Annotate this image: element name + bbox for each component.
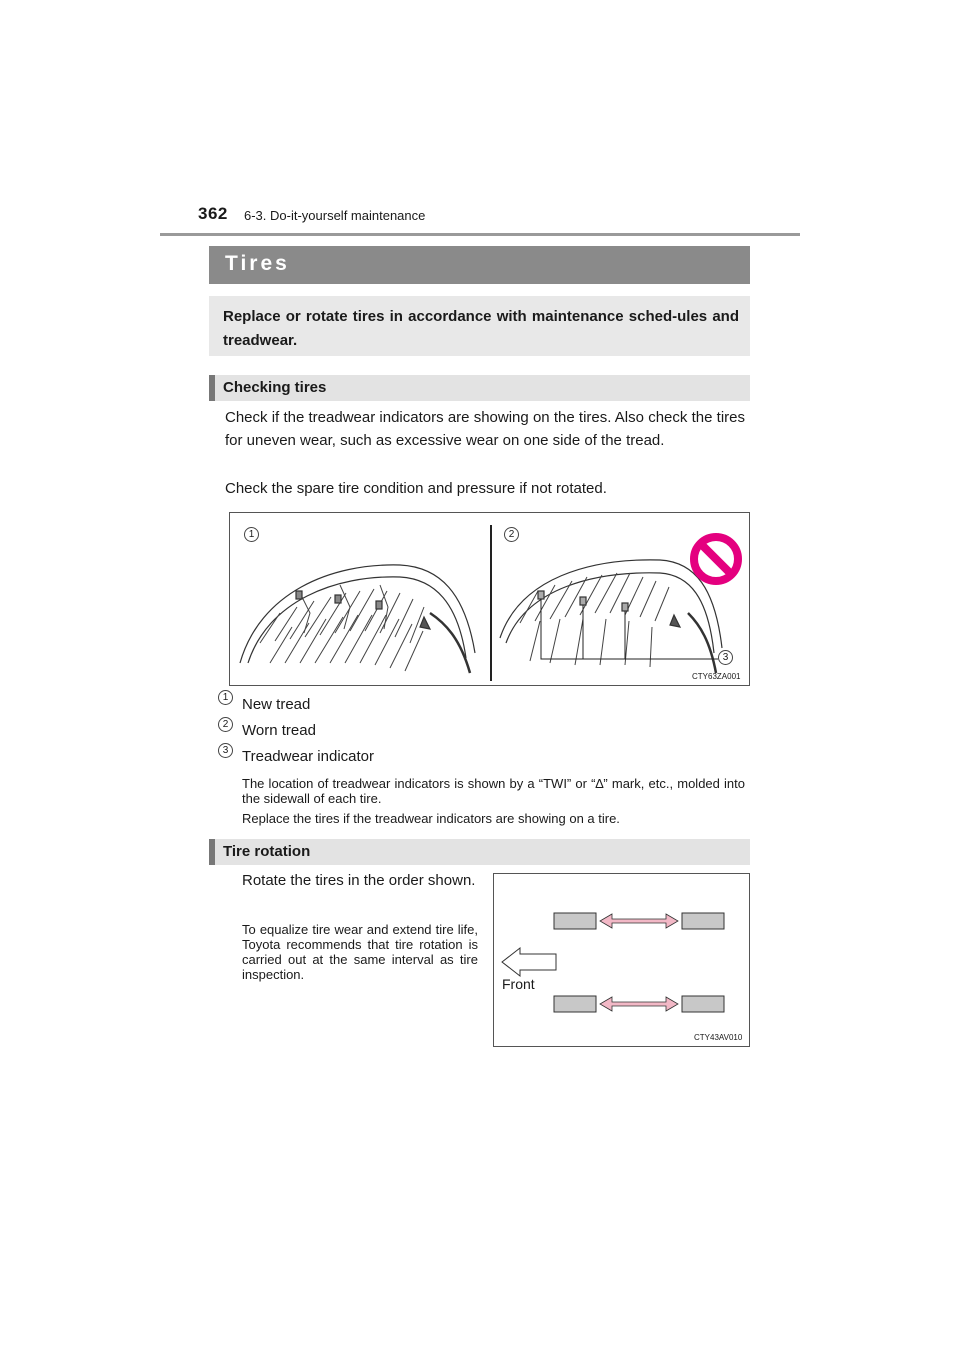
tire-rear-left	[554, 996, 596, 1012]
heading-marker	[209, 839, 215, 865]
page-title: Tires	[225, 252, 290, 275]
list-badge-2: 2	[218, 717, 233, 732]
header-divider	[160, 233, 800, 236]
tire-rotation-heading	[209, 839, 750, 865]
figure-code: CTY43AV010	[694, 1033, 743, 1042]
rotation-figure	[493, 873, 750, 1047]
list-badge-3: 3	[218, 743, 233, 758]
intro-text: Replace or rotate tires in accordance with maintenance sched-ules and treadwear.	[223, 308, 739, 349]
rotation-arrow-rear	[600, 997, 678, 1011]
prohibited-icon	[694, 537, 738, 581]
list-item-treadwear-indicator: Treadwear indicator	[242, 748, 375, 765]
heading-marker	[209, 375, 215, 401]
tire-front-left	[554, 913, 596, 929]
section-label: 6-3. Do-it-yourself maintenance	[244, 208, 426, 223]
figure-code: CTY63ZA001	[692, 672, 741, 681]
rotation-diagram	[494, 874, 749, 1046]
tread-figure	[229, 512, 750, 686]
page-number: 362	[198, 204, 228, 223]
tire-rear-right	[682, 996, 724, 1012]
worn-tread-tire	[500, 560, 722, 673]
checking-tires-heading	[209, 375, 750, 401]
treadwear-note-2: Replace the tires if the treadwear indicators are showing on a tire.	[242, 811, 620, 826]
front-label: Front	[502, 976, 535, 992]
callout-3: 3	[718, 650, 733, 665]
intro-box	[209, 296, 750, 356]
front-arrow-icon	[502, 948, 556, 976]
checking-paragraph-2: Check the spare tire condition and pressure if not rotated.	[225, 480, 607, 497]
tire-front-right	[682, 913, 724, 929]
list-item-worn-tread: Worn tread	[242, 722, 316, 739]
tire-rotation-heading-text: Tire rotation	[223, 843, 311, 860]
callout-2: 2	[504, 527, 519, 542]
new-tread-tire	[240, 565, 475, 673]
checking-paragraph-1: Check if the treadwear indicators are showing on the tires. Also check the tires for uneven wear, such as excessive wear on one side of the tread.	[225, 409, 745, 449]
list-item-new-tread: New tread	[242, 696, 311, 713]
rotation-paragraph: Rotate the tires in the order shown.	[242, 872, 476, 889]
callout-1: 1	[244, 527, 259, 542]
list-badge-1: 1	[218, 690, 233, 705]
checking-tires-heading-text: Checking tires	[223, 379, 327, 396]
treadwear-note-1: The location of treadwear indicators is shown by a “TWI” or “∆” mark, etc., molded into the sidewall of each tire.	[242, 776, 745, 806]
rotation-note: To equalize tire wear and extend tire life, Toyota recommends that tire rotation is carried out at the same interval as tire inspection.	[242, 922, 478, 982]
title-bar	[209, 246, 750, 284]
tread-illustration	[230, 513, 749, 685]
rotation-arrow-front	[600, 914, 678, 928]
